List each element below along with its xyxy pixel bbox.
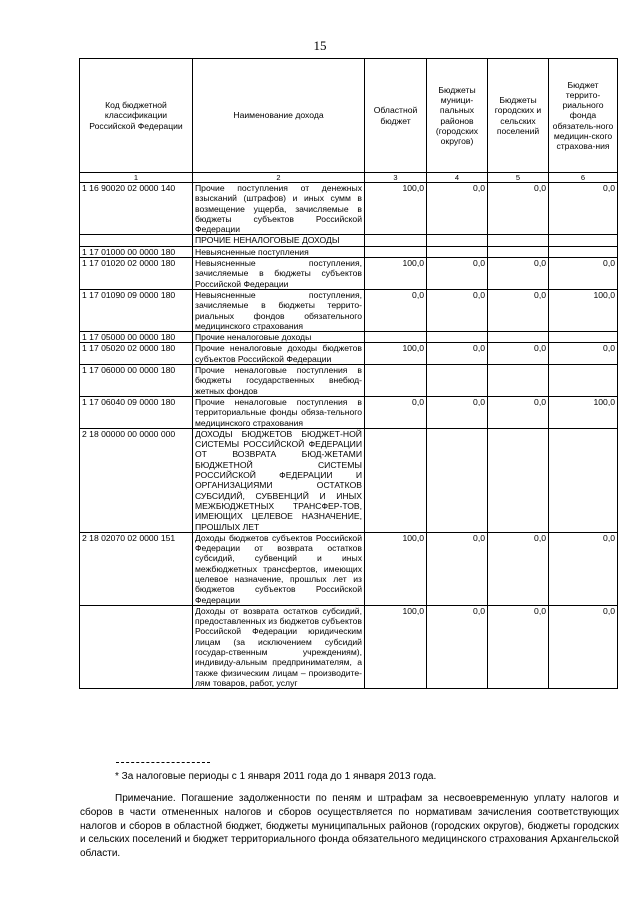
row-value-settlements: 0,0 [488,258,549,290]
table-row [80,289,618,331]
row-value-fund: 0,0 [549,532,618,605]
row-value-fund [549,246,618,257]
row-code: 2 18 00000 00 0000 000 [80,428,193,532]
table-row [80,428,618,532]
row-code [80,235,193,246]
table-row [80,235,618,246]
row-value-settlements [488,332,549,343]
row-code: 1 17 05020 02 0000 180 [80,343,193,365]
row-value-municipal [427,365,488,397]
row-value-settlements [488,235,549,246]
row-value-fund [549,235,618,246]
header-settlements: Бюджеты городских и сельских поселений [488,59,549,173]
row-name: Прочие неналоговые поступления в бюджеты государственных внебюд-жетных фондов [193,365,365,397]
row-value-regional: 0,0 [365,396,427,428]
row-value-fund: 0,0 [549,183,618,235]
table-row [80,532,618,605]
row-value-fund: 0,0 [549,605,618,688]
table-row [80,183,618,235]
row-value-fund: 0,0 [549,343,618,365]
row-value-settlements: 0,0 [488,605,549,688]
row-value-regional [365,235,427,246]
column-number: 2 [193,173,365,183]
row-value-municipal: 0,0 [427,605,488,688]
table-row [80,343,618,365]
row-value-settlements [488,246,549,257]
row-value-settlements: 0,0 [488,396,549,428]
row-name: Невыясненные поступления [193,246,365,257]
header-fund: Бюджет террито-риального фонда обязатель-ного медицин-ского страхова-ния [549,59,618,173]
row-code: 1 16 90020 02 0000 140 [80,183,193,235]
table-row [80,332,618,343]
table-row [80,605,618,688]
footnote: * За налоговые периоды с 1 января 2011 года до 1 января 2013 года. [115,771,437,782]
row-value-regional: 100,0 [365,532,427,605]
row-value-settlements: 0,0 [488,289,549,331]
table-header-row [80,59,618,173]
row-value-municipal: 0,0 [427,289,488,331]
row-value-municipal: 0,0 [427,343,488,365]
column-number: 6 [549,173,618,183]
row-value-regional: 100,0 [365,343,427,365]
row-name: Доходы бюджетов субъектов Российской Федерации от возврата остатков субсидий, субвенций и иных межбюджетных трансфертов, имеющих целевое назначение, прошлых лет из бюджетов субъектов Российской Федерации [193,532,365,605]
row-value-regional: 0,0 [365,289,427,331]
row-value-settlements [488,365,549,397]
header-code: Код бюджетной классификации Российской Федерации [80,59,193,173]
row-name: ДОХОДЫ БЮДЖЕТОВ БЮДЖЕТ-НОЙ СИСТЕМЫ РОССИЙСКОЙ ФЕДЕРАЦИИ ОТ ВОЗВРАТА БЮД-ЖЕТАМИ БЮДЖЕТНОЙ СИСТЕМЫ РОССИЙСКОЙ ФЕДЕРАЦИИ И ОРГАНИЗАЦИЯМИ ОСТАТКОВ СУБСИДИЙ, СУБВЕНЦИЙ И ИНЫХ МЕЖБЮДЖЕТНЫХ ТРАНСФЕР-ТОВ, ИМЕЮЩИХ ЦЕЛЕВОЕ НАЗНАЧЕНИЕ, ПРОШЛЫХ ЛЕТ [193,428,365,532]
row-value-fund [549,428,618,532]
footnote-divider [116,762,210,763]
page-number: 15 [313,38,327,53]
row-value-fund [549,365,618,397]
row-value-fund: 0,0 [549,258,618,290]
row-name: Невыясненные поступления, зачисляемые в бюджеты субъектов Российской Федерации [193,258,365,290]
row-value-regional [365,246,427,257]
table-row [80,365,618,397]
row-name: Прочие поступления от денежных взысканий (штрафов) и иных сумм в возмещение ущерба, зачисляемые в бюджеты субъектов Российской Федерации [193,183,365,235]
row-value-fund: 100,0 [549,396,618,428]
row-value-regional [365,428,427,532]
row-code: 2 18 02070 02 0000 151 [80,532,193,605]
row-value-settlements [488,428,549,532]
note-paragraph: Примечание. Погашение задолженности по пеням и штрафам за несвоевременную уплату налогов и сборов в части отмененных налогов и сборов осуществляется по нормативам зачисления соответствующих налогов и сборов в областной бюджет, бюджеты муниципальных районов (городских округов), бюджеты городских и сельских поселений и бюджет территориального фонда обязательного медицинского страхования Архангельской области. [80,793,619,860]
row-value-settlements: 0,0 [488,343,549,365]
row-value-municipal [427,332,488,343]
row-name: Прочие неналоговые поступления в территориальные фонды обяза-тельного медицинского страхования [193,396,365,428]
row-code: 1 17 01090 09 0000 180 [80,289,193,331]
row-value-regional: 100,0 [365,258,427,290]
row-value-municipal [427,428,488,532]
row-name: Прочие неналоговые доходы [193,332,365,343]
row-name: Доходы от возврата остатков субсидий, предоставленных из бюджетов субъектов Российской Федерации юридическим лицам (за исключением субсидий государ-ственным учреждениям), индивиду-альным предпринимателям, а также физическим лицам – производите-лям товаров, работ, услуг [193,605,365,688]
row-value-regional: 100,0 [365,183,427,235]
table-row [80,396,618,428]
row-value-municipal: 0,0 [427,183,488,235]
row-value-fund: 100,0 [549,289,618,331]
row-name: Прочие неналоговые доходы бюджетов субъектов Российской Федерации [193,343,365,365]
header-municipal: Бюджеты муници-пальных районов (городских округов) [427,59,488,173]
budget-revenue-table [79,58,618,689]
row-code: 1 17 06000 00 0000 180 [80,365,193,397]
header-name: Наименование дохода [193,59,365,173]
column-number: 3 [365,173,427,183]
row-value-regional [365,332,427,343]
column-number-row [80,173,618,183]
row-name: ПРОЧИЕ НЕНАЛОГОВЫЕ ДОХОДЫ [193,235,365,246]
row-code: 1 17 06040 09 0000 180 [80,396,193,428]
row-value-municipal: 0,0 [427,396,488,428]
row-code: 1 17 05000 00 0000 180 [80,332,193,343]
row-code: 1 17 01020 02 0000 180 [80,258,193,290]
table-row [80,258,618,290]
row-value-regional [365,365,427,397]
row-value-settlements: 0,0 [488,183,549,235]
column-number: 5 [488,173,549,183]
row-value-municipal [427,246,488,257]
column-number: 4 [427,173,488,183]
row-value-regional: 100,0 [365,605,427,688]
row-value-municipal: 0,0 [427,258,488,290]
table-row [80,246,618,257]
row-value-settlements: 0,0 [488,532,549,605]
row-value-municipal [427,235,488,246]
row-value-municipal: 0,0 [427,532,488,605]
column-number: 1 [80,173,193,183]
row-name: Невыясненные поступления, зачисляемые в бюджеты террито-риальных фондов обязательного медицинского страхования [193,289,365,331]
row-value-fund [549,332,618,343]
row-code: 1 17 01000 00 0000 180 [80,246,193,257]
header-regional: Областной бюджет [365,59,427,173]
row-code [80,605,193,688]
